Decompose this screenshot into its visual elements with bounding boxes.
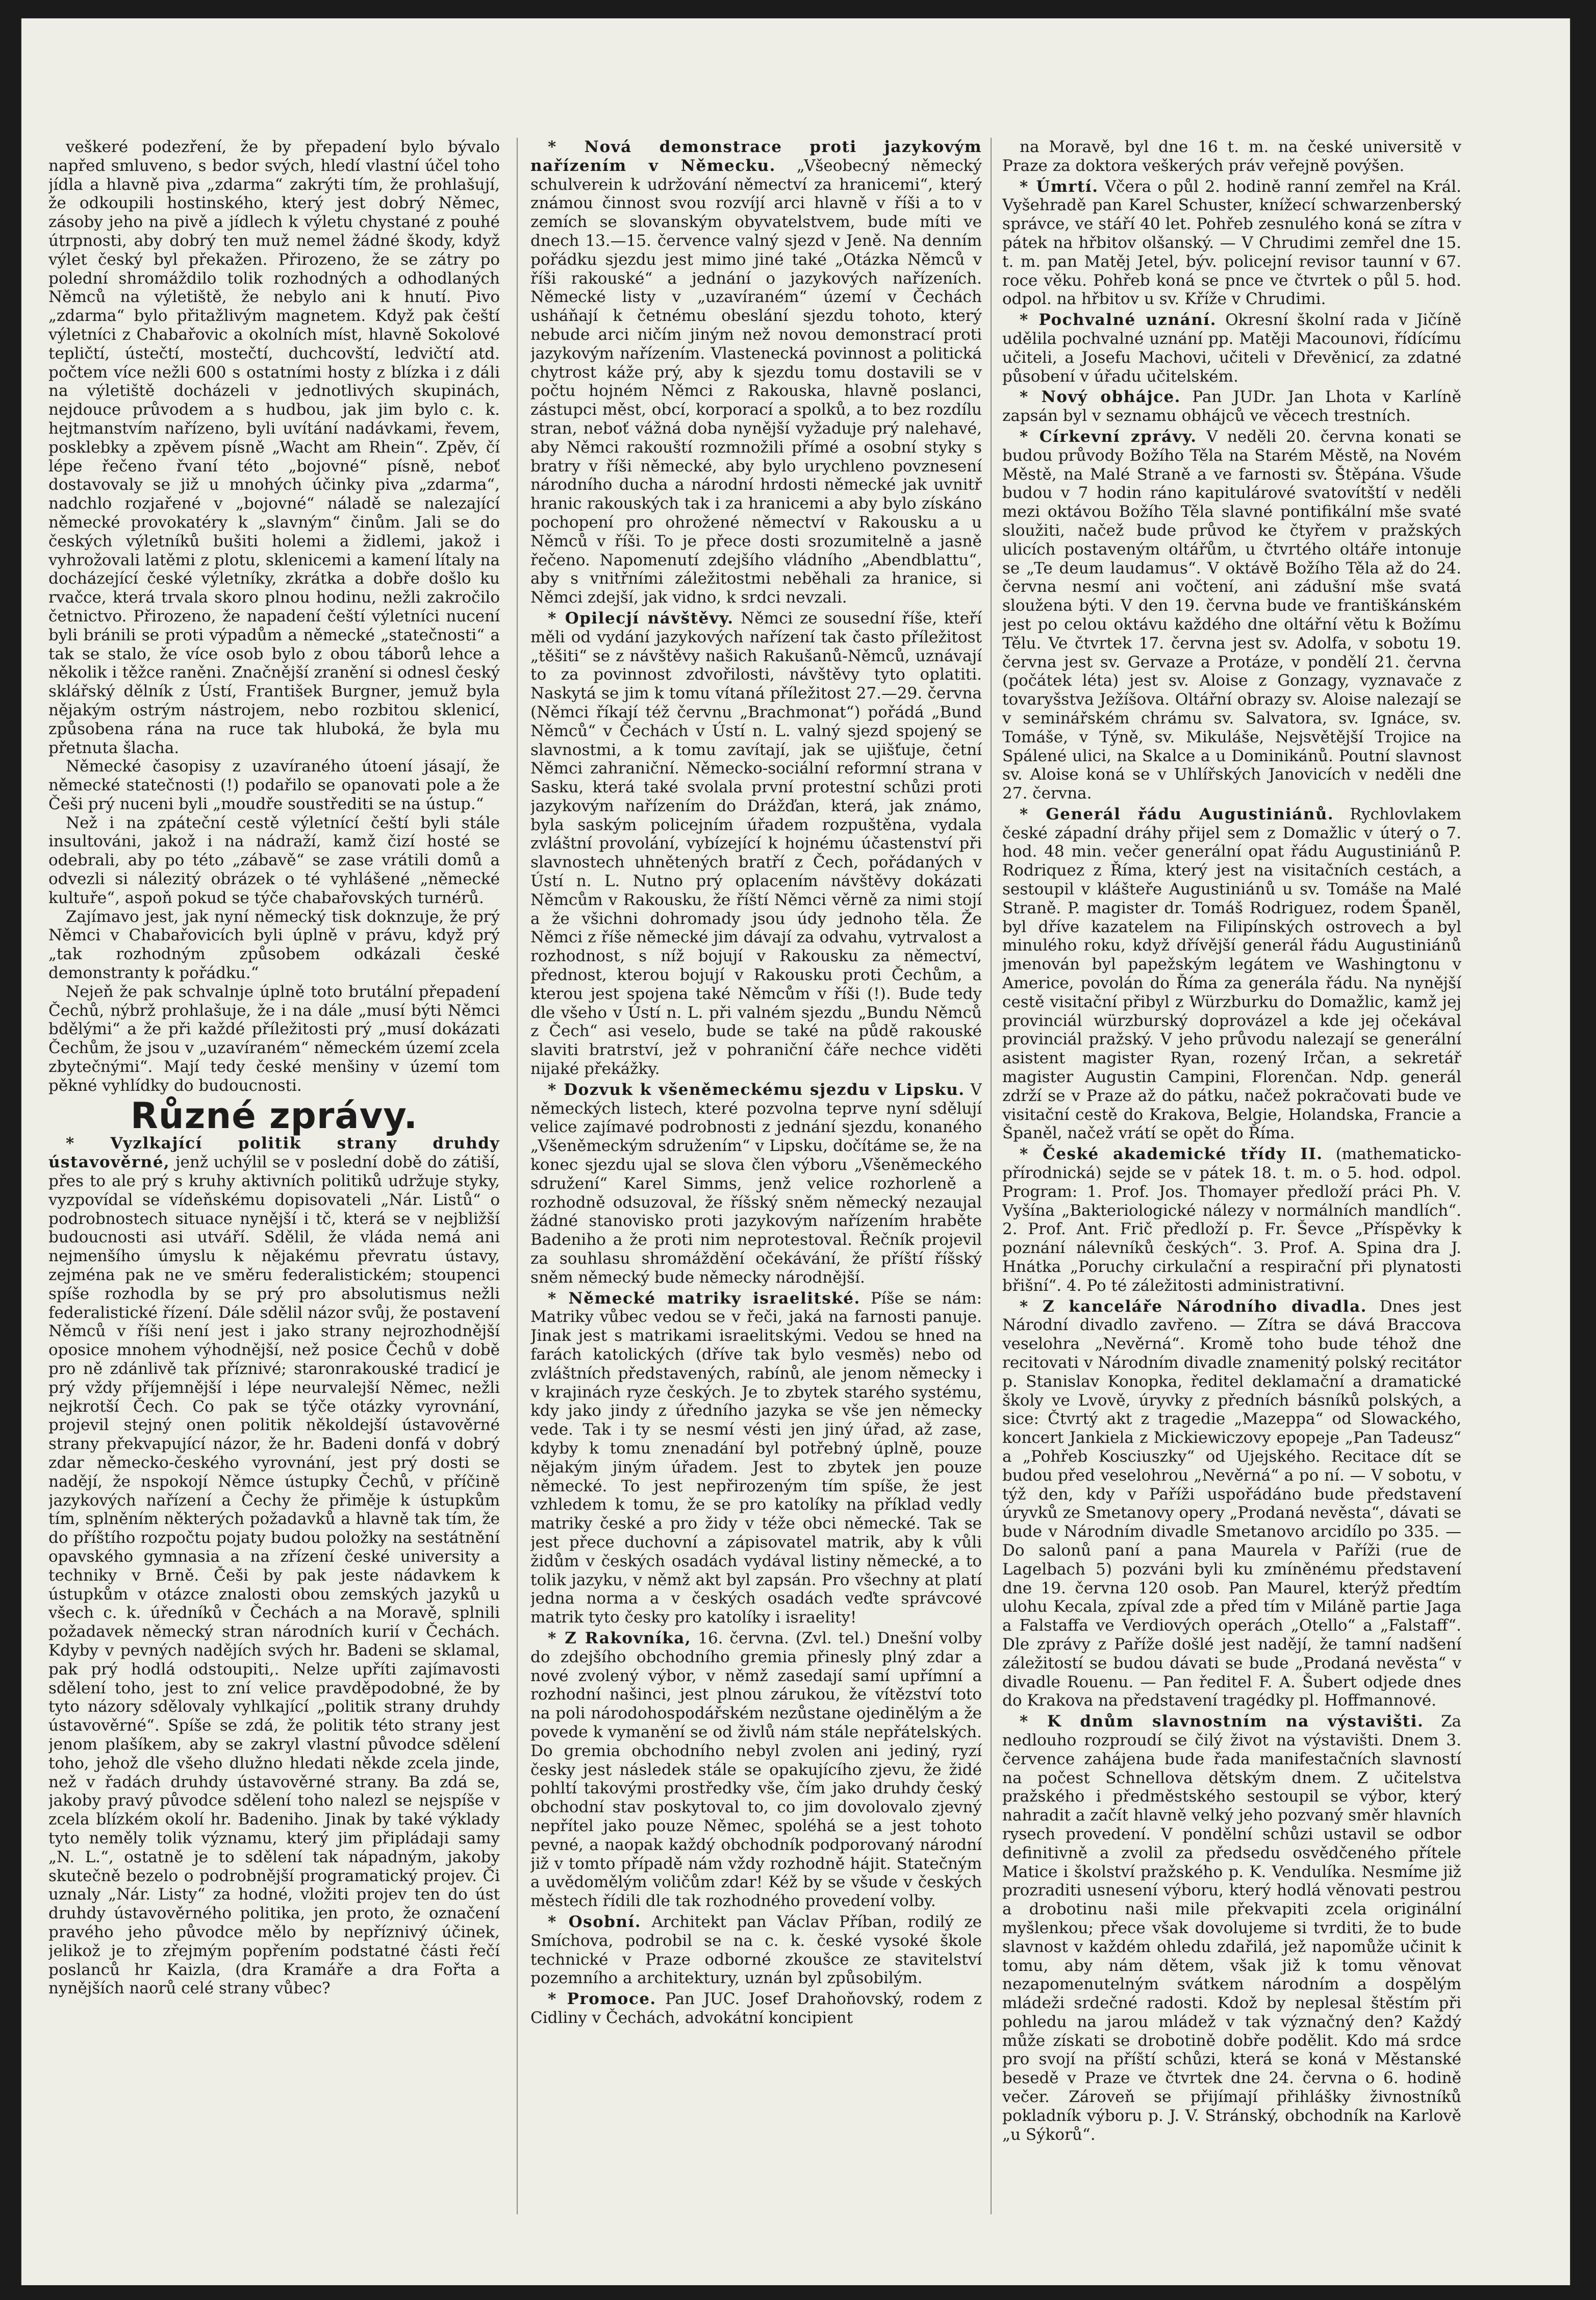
news-body: (mathematicko-přírodnická) sejde se v pátek 18. t. m. o 5. hod. odpol. Program: 1. Prof. Jos. Thomayer předloží práci Ph. V. Vyšína „Bakteriologické nálezy v normálních mandlích“. 2. Prof. Ant. Frič předloží p. Fr. Ševce „Příspěvky k poznání nálevníků českých“. 3. Prof. A. Spina dra J. Hnátka „Poruchy cirkulační a respirační při plynatosti břišní“. 4. Po té záležitosti administrativní. — [1002, 1145, 1461, 1295]
news-item — [530, 609, 982, 1079]
paragraph: na Moravě, byl dne 16 t. m. na české universitě v Praze za doktora veškerých práv veřejně povýšen. — [1002, 138, 1461, 175]
news-body: Včera o půl 2. hodině ranní zemřel na Král. Vyšehradě pan Karel Schuster, knížecí schwarzenberský správce, ve stáří 40 let. Pohřeb zesnulého koná se zítra v pátek na hřbitov olšanský. — V Chrudimi zemřel dne 15. t. m. pan Matěj Jetel, býv. policejní revisor taunní v 67. roce věku. Pohřeb koná se pnce ve čtvrtek o půl 5. hod. odpol. na hřbitov u sv. Kříže v Chrudimi. — [1002, 177, 1461, 309]
news-body: Píše se nám: Matriky vůbec vedou se v řeči, jaká na farnosti panuje. Jinak jest s matrikami israelitskými. Vedou se hned na farách katolických (dříve tak bylo vesměs) nebo od zvláštních představených, rabínů, ale jenom německy i v krajinách ryze českých. Je to zbytek starého systému, kdy jako jindy z úředního jazyka se vše jen německy vede. Tak i ty se nesmí vésti jen jiný úřad, až zase, kdyby k tomu znenadání byl potřebný úplně, pouze nějakým jiným úřadem. — [530, 1289, 982, 1477]
newspaper-page — [20, 15, 1571, 2288]
news-item — [1002, 178, 1461, 309]
news-headline: * Z kanceláře Národního divadla. — [1020, 1297, 1367, 1316]
news-item — [1002, 428, 1461, 803]
news-headline: * Církevní zprávy. — [1020, 427, 1197, 446]
news-headline: * České akademické třídy II. — [1020, 1145, 1323, 1164]
news-headline: * Dozvuk k všeněmeckému sjezdu v Lipsku. — [548, 1080, 965, 1099]
article-continuation — [48, 138, 500, 1095]
news-body: V neděli 20. června konati se budou průvody Božího Těla na Starém Městě, na Novém Městě, na Malé Straně a ve farnosti sv. Štěpána. Všude budou v 7 hodin ráno kapitulárové svatovítští v neděli mezi oktávou Božího Těla slavné pontifikální mše svaté sloužiti, načež bude průvod ke čtyřem v pražských ulicích postaveným oltářům, u čtvrtého oltáře intonuje se „Te deum laudamus“. V oktávě Božího Těla až do 24. června nesmí ani vočtení, ani zádušní mše svatá sloužena býti. V den 19. června bude ve františkánském jest po celou oktávu každého dne oltářní větu k Božímu Tělu. Ve čtvrtek 17. června jest sv. Adolfa, v sobotu 19. června jest sv. Gervaze a Protáze, v pondělí 21. června (počátek léta) jest sv. Aloise z Gonzagy, vyznavače z tovaryšstva Ježíšova. Oltářní obrazy sv. Aloise nalezají se v seminářském chrámu sv. Salvatora, sv. Ignáce, sv. Tomáše, v Týně, sv. Mikuláše, Nejsvětější Trojice na Spálené ulici, na Skalce a u Dominikánů. Poutní slavnost sv. Aloise koná se v Uhlířských Janovicích v neděli dne 27. června. — [1002, 427, 1461, 803]
news-headline: * Pochvalné uznání. — [1020, 311, 1217, 330]
news-headline: * Promoce. — [548, 1990, 656, 2009]
news-item — [1002, 311, 1461, 386]
news-headline: * Opilecjí návštěvy. — [548, 609, 734, 628]
news-item — [1002, 1712, 1461, 2144]
news-item — [1002, 805, 1461, 1143]
news-body: Za nedlouho rozproudí se čilý život na výstavišti. Dnem 3. července zahájena bude řada manifestačních slavností na počest Schnellova dětským dnem. Z učitelstva pražského i předměstského sestoupil se výbor, který nahradit a začít hlavně velký jeho pozvaný směr hlavních rysech provedení. V pondělní schůzi ustavil se odbor definitivně a zvolil za předsedu osvědčeného přítele Matice i školství pražského p. K. Vendulíka. Nesmíme již prozraditi usnesení výboru, který hodlá věnovati pestrou a drobotinu naši mile překvapiti zcela originální myšlenkou; přece však dovolujeme si tvrditi, že to bude slavnost v každém ohledu zdařilá, jež napomůže učinit k tomu, aby nám dětem, však již k tomu věnovat nezapomenutelným svátkem národním a dospělým mládeži srdečné radosti. Kdož by neplesal štěstím při pohledu na jarou mládež v tak význačný den? Každý může získati se drobotině dobře podělit. Kdo má srdce pro svojí na příští schůzi, která se koná v Městanské besedě v Praze ve čtvrtek dne 24. června o 6. hodině večer. Zároveň se přijímají přihlášky živnostníků pokladník výboru p. J. V. Stránský, obchodník na Karlově „u Sýkorů“. — [1002, 1712, 1461, 2144]
news-body: Pan JUDr. Jan Lhota v Karlíně zapsán byl v seznamu obhájců ve věcech trestních. — [1002, 388, 1461, 426]
news-headline: * Německé matriky israelitské. — [548, 1289, 860, 1308]
news-item — [1002, 1297, 1461, 1711]
news-item — [530, 1990, 982, 2028]
article-continuation — [1002, 138, 1461, 176]
news-headline: * Z Rakovníka, — [548, 1629, 692, 1647]
news-body: Dnešní volby do zdejšího obchodního gremia přinesly plný zdar a nové zvolený výbor, v němž zasedají samí upřímní a rozhodní našinci, jest plnou zárukou, že vítězství toto na poli národohospodářském nezůstane ojedinělým a že povede k vymanění se od živlů nám stále nepřátelských. Do gremia obchodního nebyl zvolen ani jediný, ryzí česky jest následek stále se opakujícího zjevu, že židé pohltí takovými prostředky vše, čím jako druhdy český obchodní stav poskytoval to, co jim dovolovalo zjevný nepřítel jako pouze Němec, spoléhá se a jest tohoto pevné, a naopak každý obchodník podporovaný národní již v tomto případě nám vždy rozhodně hájit. Statečným a uvědomělým voličům zdar! Kéž by se všude v českých městech řídili dle tak rozhodného provedení volby. — [530, 1629, 982, 1911]
paragraph: Než i na zpáteční cestě výletnící čeští byli stále insultováni, jakož i na nádraží, kamž čizí hosté se odebrali, aby po této „zábavě“ se zase vrátili domů a odvezli si nálezitý obrázek o té vyhlášené „německé kultuře“, aspoň pokud se týče chabařovských turnérů. — [48, 813, 500, 907]
news-headline: * Osobní. — [548, 1912, 642, 1931]
news-item — [530, 1913, 982, 1988]
column-rule — [991, 138, 992, 2214]
news-headline: * Úmrtí. — [1020, 177, 1099, 196]
news-headline: * Nový obhájce. — [1020, 388, 1181, 407]
column-middle — [530, 138, 982, 2214]
paragraph: Německé časopisy z uzavíraného útoení jásají, že německé statečnosti (!) podařilo se opanovati pole a že Češi prý nuceni byli „moudře soustřediti se na ústup.“ — [48, 757, 500, 813]
news-headline: * Generál řádu Augustiniánů. — [1020, 805, 1334, 823]
news-body: V německých listech, které pozvolna teprve nyní sdělují velice zajímavé podrobnosti z jednání sjezdu, konaného „Všeněmeckým sdružením“ v Lipsku, dočítáme se, že na konec sjezdu ujal se slova člen výboru „Všeněmeckého sdružení“ Karel Simms, jenž velice rozhorleně a rozhodně odsuzoval, že říšský sněm německý nezaujal žádné stanovisko proti jazykovým nařízením hraběte Badeniho a že proti nim neprotestoval. Řečník projevil za souhlasu shromáždění očekávání, že příští říšský sněm německý bude německy národnější. — [530, 1080, 982, 1287]
column-left — [48, 138, 500, 2214]
paragraph: veškeré podezření, že by přepadení bylo bývalo napřed smluveno, s bedor svých, hledí vlastní účel toho jídla a hlavně piva „zdarma“ zakrýti tím, že prohlašují, že odkoupili hostinského, který jest dobrý Němec, zásoby jeho na pivě a jídlech k výletu chystané z pouhé útrpnosti, aby dobrý ten muž nemel žádné škody, když výlet český byl překažen. Přirozeno, že se zátry po polední shromáždilo tolik rozhodných a odhodlaných Němců na výletiště, že nebylo ani k hnutí. Pivo „zdarma“ bylo přitažlivým magnetem. Když pak čeští výletníci z Chabařovic a okolních míst, hlavně Sokolové tepličtí, ústečtí, mostečtí, duchcovští, ledvičtí atd. počtem více nežli 600 s ostatními hosty z blízka i z dáli na výletiště docházeli v jednotlivých skupinách, nejdouce průvodem a s hudbou, jak jim bylo c. k. hejtmanstvím nařízeno, byli uvítání nadávkami, řevem, posklebky a zpěvem písně „Wacht am Rhein“. Zpěv, čí lépe řečeno řvaní této „bojovné“ písně, neboť dostavovaly se již u mnohých účinky piva „zdarma“, nadchlo rozjařené v „bojovné“ náladě se nalezající německé provokatéry k „slavným“ činům. Jali se do českých výletníků bušiti holemi a židlemi, jakož i vyhrožovali latěmi z plotu, sklenicemi a kamení lítaly na docházející české výletníky, zkrátka a dobře došlo ku rvačce, která trvala skoro plnou hodinu, nežli zakročilo četnictvo. Přirozeno, že napadení čeští výletníci nucení byli bránili se proti výpadům a německé „statečnosti“ a tak se stalo, že více osob bylo z obou táborů lehce a několik i těžce raněni. Značnější zranění si odnesl český sklářský dělník z Ústí, František Burgner, jemuž byla nějakým ostrým nástrojem, nebo rozbitou sklenicí, způsobena rána na ruce tak hluboká, že byla mu přetnuta šlacha. — [48, 138, 500, 757]
news-item — [1002, 1145, 1461, 1295]
news-body: Architekt pan Václav Příban, rodilý ze Smíchova, podrobil se na c. k. české vysoké škole technické v Praze odborné zkoušce ze stavitelství pozemního a architektury, uznán byl způsobilým. — [530, 1912, 982, 1988]
news-headline: * Vyzlkající politik strany druhdy ústavověrné, — [48, 1134, 500, 1172]
news-headline: * K dnům slavnostním na výstavišti. — [1020, 1712, 1424, 1731]
news-body: Okresní školní rada v Jičíně udělila pochvalné uznání pp. Matěji Macounovi, řídícímu učiteli, a Josefu Machovi, učiteli v Dřevěnicí, za zdatné působení v úřadu učitelském. — [1002, 311, 1461, 386]
news-body: „Všeobecný německý schulverein k udržování němectví za hranicemi“, který známou činnost svou rozvíjí arci hlavně v říši a to v zemích se slovanským obyvatelstvem, bude míti ve dnech 13.—15. července valný sjezd v Jeně. Na denním pořádku sjezdu jest mimo jiné také „Otázka Němců v říši rakouské“ a jednání o jazykových nařízeních. Německé listy v „uzavíraném“ území v Čechách usháňají k četnému obeslání sjezdu tohoto, který nebude arci ničím jiným než novou demonstrací proti jazykovým nařízením. Vlastenecká povinnost a politická chytrost káže prý, aby k sjezdu tomu dostavili se v počtu hojném Němci z Rakouska, hlavně poslanci, zástupci měst, obcí, korporací a spolků, a to bez rozdílu stran, neboť vážná doba nynější vyžaduje prý nalehavé, aby Němci rakouští rozmnožili přímé a osobní styky s bratry v říši německé, aby bylo urychleno povznesení národního ducha a národní hrdosti německé jak uvnitř hranic rakouských tak i za hranicemi a aby bylo získáno pochopení pro ohrožené němectví v Rakousku a u Němců v říši. To je přece dosti srozumitelně a jasně řečeno. Napomenutí zdejšího vládního „Abendblattu“, aby s vnitřními záležitostmi neběhali za hranice, si Němci zdejší, jak vidno, k srdci nevzali. — [530, 156, 982, 607]
news-item — [530, 1289, 982, 1627]
news-headline: * Nová demonstrace proti jazykovým nařízením v Německu. — [530, 138, 982, 175]
news-body: Pan JUC. Josef Drahoňovský, rodem z Cidliny v Čechách, advokátní koncipient — [530, 1990, 982, 2027]
paragraph: Nejeň že pak schvalnje úplně toto brutální přepadení Čechů, nýbrž prohlašuje, že i na dále „musí býti Němci bdělými“ a že při každé příležitosti prý „musí dokázati Čechům, že jsou v „uzavíraném“ německém území zcela zbytečnými“. Mají tedy české menšiny v území tom pěkné vyhlídky do budoucnosti. — [48, 982, 500, 1095]
news-item — [530, 138, 982, 607]
news-item — [1002, 388, 1461, 426]
news-item — [48, 1134, 500, 1998]
news-item — [530, 1629, 982, 1911]
scan-edge — [20, 2285, 1571, 2288]
scan-edge — [20, 15, 1571, 18]
news-body: Němci ze sousední říše, kteří měli od vydání jazykových nařízení tak často příležitost „těšiti“ se z návštěvy našich Rakušanů-Němců, uznávají to za povinnost zdvořilosti, návštěvy tyto oplatiti. Naskytá se jim k tomu vítaná příležitost 27.—29. června (Němci říkají též červnu „Brachmonat“) pořádá „Bund Němců“ v Čechách v Ústí n. L. valný sjezd spojený se slavnostmi, a k tomu zavítají, jak se ujišťuje, četní Němci zahraniční. Německo-sociální reformní strana v Sasku, která také svolala první protestní schůzi proti jazykovým nařízením do Drážďan, která, jak známo, byla saským policejním úřadem rozpuštěna, vydala zvláštní provolání, vybízející k hojnému účastenství při slavnostech uhnětených bratří z Čech, pořádaných v Ústí n. L. Nutno prý oplacením návštěvy dokázati Němcům v Rakousku, že říští Němci věrně za nimi stojí a že všichni dohromady jsou údy jednoho těla. Že Němci z říše německé jim dávají za odvahu, vytrvalost a rozhodnost, s níž bojují v Rakousku za němectví, přednost, kterou bojují v Rakousku proti Čechům, a kterou jest spojena také Němcům v říši (!). Bude tedy dle všeho v Ústí n. L. při valném sjezdu „Bundu Němců z Čech“ asi veselo, bude se také na půdě rakouské slaviti bratrství, jež v pohraniční čáře nechce viděti nijaké překážky. — [530, 609, 982, 1079]
column-rule — [517, 138, 518, 2214]
news-body: Jest to zbytek jen pouze německé. To jest nepřirozeným tím spíše, že jest vzhledem k tomu, že se pro katolíky na příklad vedly matriky české a pro židy v téže obci německé. Tak se jest přece duchovní a zápisovatel matrik, aby k vůli židům v českých osadách vydával listiny německé, a to tolik jazyku, v němž akt byl zapsán. Pro všechny at platí jedna norma a v českých osadách veďte správcové matrik tyto česky pro katolíky i israelity! — [530, 1458, 982, 1627]
news-item — [530, 1081, 982, 1287]
news-body: jenž uchýlil se v poslední době do zátiší, přes to ale prý s kruhy aktivních politiků udržuje styky, vyzpovídal se vídeňskému dopisovateli „Nár. Listů“ o podrobnostech situace nynější i tč, která se v nejbližší budoucnosti asi utváří. Sdělil, že vláda nemá ani nejmenšího úmyslu k nějakému převratu ústavy, zejména pak ne ve směru federalistickém; stoupenci spíše rozhodla by se prý pro absolutismus nežli federalistické řízení. Dále sdělil názor svůj, že postavení Němců v říši není jest i jako strany nejrozhodnější oposice mnohem výhodnější, než posice Čechů v době pro ně zdánlivě tak příznivé; staronrakouské tradicí je prý vždy příjemnější i lépe neurvalejší Němec, nežli nejkrotší Čech. Co pak se týče otázky vyrovnání, projevil stejný onen politik několdejší ústavověrné strany překvapující názor, že hr. Badeni donfá v dobrý zdar německo-českého vyrovnání, jest prý dosti se nadějí, že nspokojí Němce ústupky Čechů, v příčině jazykových nařízení a Čechy že přiměje k ústupkům tím, splněním některých požadavků a hlavně tak tím, že do příštího rozpočtu pojaty budou položky na sestátnění opavského gymnasia a na zřízení české university a techniky v Brně. Češi by pak jeste nádavkem k ústupkům v otázce znalosti obou zemských jazyků u všech c. k. úředníků v Čechách a na Moravě, splnili požadavek německý stran národních kurií v Čechách. Kdyby v pevných nadějích svých hr. Badeni se sklamal, pak prý hodlá odstoupiti,. Nelze upříti zajímavosti sdělení toho, jest to zní velice pravděpodobné, že by tyto názory sdělovaly vyhlkající „politik strany druhdy ústavověrné“. Spíše se zdá, že politik této strany jest jenom plašíkem, aby se zakryl vlastní původce sdělení toho, jehož dle všeho dlužno hledati někde zcela jinde, než v řadách druhdy ústavověrné strany. Ba zdá se, jakoby pravý původce sdělení toho nalezl se nejspíše v zcela blízkém okolí hr. Badeniho. Jinak by také výklady tyto neměly tolik významu, který jim připládaji samy „N. L.“, ostatně je to sdělení tak nápadným, jakoby skutečně bezelo o podrobnější programatický projev. Či uznaly „Nár. Listy“ za hodné, vložiti projev ten do úst druhdy ústavověrného politika, jen proto, že označení pravého jeho původce mělo by nepříznivý účinek, jelikož je to zřejmým popřením podstatné části řečí poslanců hr Kaizla, (dra Kramáře a dra Fořta a nynějších naorů celé strany vůbec? — [48, 1153, 500, 1998]
paragraph: Zajímavo jest, jak nyní německý tisk doknzuje, že prý Němci v Chabařovicích byli úplně v právu, když prý „tak rozhodným způsobem odkázali české demonstranty k pořádku.“ — [48, 907, 500, 983]
news-dateline: 16. června. (Zvl. tel.) — [698, 1629, 871, 1647]
news-body: Rychlovlakem české západní dráhy přijel sem z Domažlic v úterý o 7. hod. 48 min. večer generální opat řádu Augustiniánů P. Rodriquez z Říma, který jest na visitačních cestách, a sestoupil v klášteře Augustiniánů u sv. Tomáše na Malé Straně. P. magister dr. Tomáš Rodriguez, rodem Španěl, byl dříve kazatelem na Filipínských ostrovech a byl minulého roku, když dřívější generál řádu Augustiniánů jmenován byl papežským legátem ve Washingtonu v Americe, povolán do Říma za generála řádu. Na nynější cestě visitační přibyl z Würzburku do Domažlic, kamž jej provinciál würzburský doprovázel a kde jej očekával provinciál pražský. V jeho průvodu nalezají se generální asistent magister Ryan, rozený Irčan, a sekretář magister Augustin Campini, Florenčan. Ndp. generál zdrží se v Praze až do pátku, načež pokračovati bude ve visitační cestě do Krakova, Belgie, Holandska, Francie a Španěl, načež vrátí se opět do Říma. — [1002, 805, 1461, 1143]
column-right — [1002, 138, 1461, 2214]
news-body: Dnes jest Národní divadlo zavřeno. — Zítra se dává Braccova veselohra „Nevěrná“. Kromě toho bude téhož dne recitovati v Národním divadle znamenitý polský recitátor p. Stanislav Konopka, ředitel deklamační a dramatické školy ve Lvově, úryvky z předních básníků polských, a sice: Čtvrtý akt z tragedie „Mazeppa“ od Slowackého, koncert Jankiela z Mickiewiczovy epopeje „Pan Tadeusz“ a „Pohřeb Kosciuszky“ od Ujejského. Recitace dít se budou před veselohrou „Nevěrná“ a po ní. — V sobotu, v týž den, kdy v Paříži uspořádáno bude představení úryvků ze Smetanovy opery „Prodaná nevěsta“, dávati se bude v Národním divadle Smetanovo arcidílo po 335. — Do salonů paní a pana Maurela v Paříži (rue de Lagelbach 5) pozváni byli ku zmíněnému představení dne 19. června 120 osob. Pan Maurel, kterýž předtím ulohu Kecala, zpíval zde a před tím v Miláně partie Jaga a Falstaffa ve Verdiových operách „Otello“ a „Falstaff“. Dle zprávy z Paříže došlé jest nadějí, že tamní nadšení záležitostí se budou dávati se bude „Prodaná nevěsta“ v divadle Rouenu. — Pan ředitel F. A. Šubert odjede dnes do Krakova na představení tragédky pl. Hoffmannové. — [1002, 1297, 1461, 1710]
section-title: Různé zprávy. — [130, 1094, 418, 1137]
